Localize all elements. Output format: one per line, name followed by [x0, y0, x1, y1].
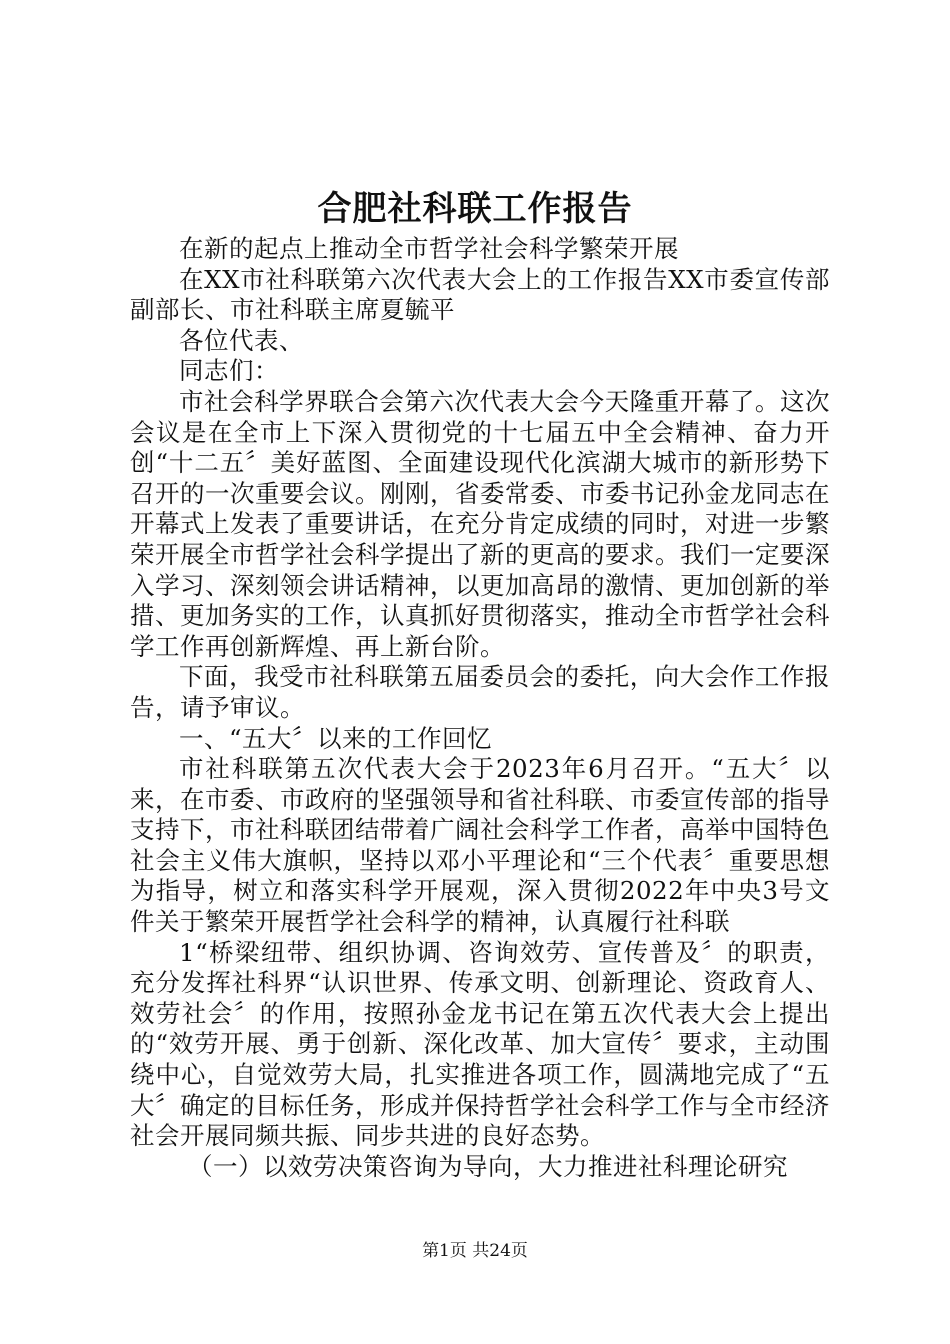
- salutation-paragraph: 同志们：: [179, 356, 279, 386]
- section-heading: 一、“五大〞以来的工作回忆: [179, 723, 493, 753]
- body-paragraph: 1“桥梁纽带、组织协调、咨询效劳、宣传普及〞的职责，充分发挥社科界“认识世界、传承文明、创新理论、资政育人、效劳社会〞的作用，按照孙金龙书记在第五次代表大会上提出的“效劳开展、勇于创新、深化改革、加大宣传〞要求，主动围绕中心，自觉效劳大局，扎实推进各项工作，圆满地完成了“五大〞确定的目标任务，形成并保持哲学社会科学工作与全市经济社会开展同频共振、同步共进的良好态势。: [130, 937, 830, 1151]
- document-title: 合肥社科联工作报告: [317, 189, 633, 229]
- subtitle-paragraph: 在新的起点上推动全市哲学社会科学繁荣开展: [179, 234, 679, 263]
- body-paragraph: 下面，我受市社科联第五届委员会的委托，向大会作工作报告，请予审议。: [130, 662, 830, 722]
- page-footer: 第1页 共24页: [422, 1241, 528, 1261]
- subsection-heading: （一）以效劳决策咨询为导向，大力推进社科理论研究: [188, 1151, 788, 1181]
- document-body: [130, 234, 830, 1182]
- body-paragraph: 市社科联第五次代表大会于2023年6月召开。“五大〞以来，在市委、市政府的坚强领导和省社科联、市委宣传部的指导支持下，市社科联团结带着广阔社会科学工作者，高举中国特色社会主义伟大旗帜，坚持以邓小平理论和“三个代表〞重要思想为指导，树立和落实科学开展观，深入贯彻2022年中央3号文件关于繁荣开展哲学社会科学的精神，认真履行社科联: [130, 754, 830, 937]
- salutation-paragraph: 各位代表、: [179, 325, 304, 355]
- body-paragraph: 市社会科学界联合会第六次代表大会今天隆重开幕了。这次会议是在全市上下深入贯彻党的十七届五中全会精神、奋力开创“十二五〞美好蓝图、全面建设现代化滨湖大城市的新形势下召开的一次重要会议。刚刚，省委常委、市委书记孙金龙同志在开幕式上发表了重要讲话，在充分肯定成绩的同时，对进一步繁荣开展全市哲学社会科学提出了新的更高的要求。我们一定要深入学习、深刻领会讲话精神，以更加高昂的激情、更加创新的举措、更加务实的工作，认真抓好贯彻落实，推动全市哲学社会科学工作再创新辉煌、再上新台阶。: [130, 386, 830, 661]
- report-info-paragraph: 在XX市社科联第六次代表大会上的工作报告XX市委宣传部副部长、市社科联主席夏毓平: [130, 264, 830, 325]
